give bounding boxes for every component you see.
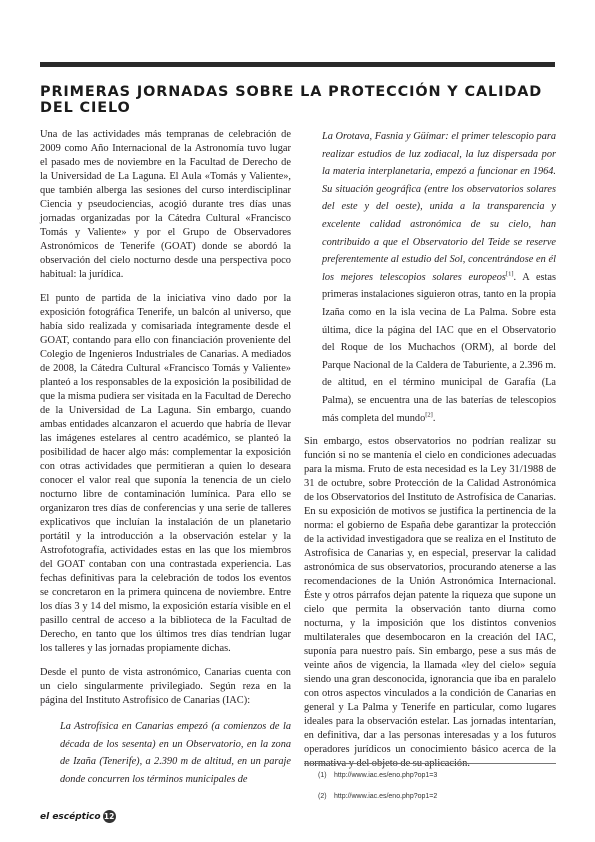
paragraph-exposition: El punto de partida de la iniciativa vino dado por la exposición fotográfica Tenerife, un balcón al universo, que había sido realizada y comisariada íntegramente desde el GOAT, contando para ello con financiación proveniente del Colegio de Ingenieros Industriales de Canarias. A mediados de 2008, la Cátedra Cultural «Francisco Tomás y Valiente» planteó a los responsables de la exposición la posibilidad de que la misma pudiera ser visitada en la Facultad de Derecho de la Universidad de La Laguna. Sin embargo, cuando ambas entidades alcanzaron el acuerdo que habría de llevar las imágenes estelares al centro académico, se planteó la posibilidad de hacer algo más: complementar la exposición con otras actividades que permitieran a quien lo deseara conocer el valor real que suponía la tenencia de un cielo nocturno libre de contaminación lumínica. Para ello se organizaron tres días de conferencias y una serie de talleres explicativos que incluían la instalación de un planetario portátil y la introducción a la observación estelar y la Astrofotografía, actividades estas en las que los miembros del GOAT contaban con una contrastada experiencia. Las fechas definitivas para la celebración de todos los eventos se concretaron en la primera quincena de noviembre. Entre los días 3 y 14 del mismo, la exposición estaría visible en el pasillo central de acceso a la biblioteca de la Facultad de Derecho, en tanto que los últimos tres días tendrían lugar los talleres y las jornadas propiamente dichas. <box>40 293 291 654</box>
footnote-ref-2: [2] <box>425 411 433 419</box>
quote-text-3: . <box>432 412 436 424</box>
footnote-rule <box>304 763 556 764</box>
page-footer <box>40 810 116 823</box>
paragraph-intro: Una de las actividades más tempranas de celebración de 2009 como Año Internacional de la Astronomía tuvo lugar el pasado mes de noviembre en la Facultad de Derecho de la Universidad de La Laguna. El Aula «Tomás y Valiente», que también alberga las sesiones del curso interdisciplinar Ciencia y pseudociencias, acogió durante tres días unas jornadas organizadas por la Cátedra Cultural «Francisco Tomás y Valiente» y por el Grupo de Observadores Astronómicos de Tenerife (GOAT) donde se abordó la observación del cielo nocturno desde una perspectiva poco habitual: la jurídica. <box>40 129 291 280</box>
quote-text-2: . A estas primeras instalaciones siguieron otras, tanto en la propia Izaña como en la isla vecina de La Palma. Sobre esta última, dice la página del IAC que en el Observatorio del Roque de los Muchachos (ORM), al borde del Parque Nacional de la Caldera de Taburiente, a 2.396 m. de altitud, en el término municipal de Garafía (La Palma), se encuentra una de las baterías de telescopios más completa del mundo <box>322 271 556 424</box>
footnote-1 <box>318 772 437 779</box>
article-title: PRIMERAS JORNADAS SOBRE LA PROTECCIÓN Y CALIDAD DEL CIELO <box>40 84 543 116</box>
footnote-ref-1: [1] <box>505 270 514 278</box>
paragraph-canarias: Desde el punto de vista astronómico, Canarias cuenta con un cielo singularmente privilegiado. Según reza en la página del Instituto Astrofísico de Canarias (IAC): <box>40 667 291 706</box>
footnote-2 <box>318 793 437 800</box>
left-column <box>40 128 291 796</box>
footnote-link[interactable]: http://www.iac.es/eno.php?op1=3 <box>333 772 438 779</box>
page-number: 12 <box>103 812 115 821</box>
footnote-link[interactable]: http://www.iac.es/eno.php?op1=2 <box>333 793 438 800</box>
quote-iac-continued <box>322 128 556 427</box>
right-column <box>304 128 556 781</box>
magazine-name: el escéptico <box>40 812 101 822</box>
quote-iac-start: La Astrofísica en Canarias empezó (a comienzos de la década de los sesenta) en un Observatorio, en la zona de Izaña (Tenerife), a 2.390 m de altitud, en un paraje donde concurren los términos municipales de <box>60 721 291 785</box>
paragraph-ley-cielo: Sin embargo, estos observatorios no podrían realizar su función si no se mantenía el cielo en condiciones adecuadas para la misma. Fruto de esta necesidad es la Ley 31/1988 de 31 de octubre, sobre Protección de la Calidad Astronómica de los Observatorios del Instituto de Astrofísica de Canarias. En su exposición de motivos se justifica la pertinencia de la norma: el gobierno de España debe garantizar la protección de la actividad investigadora que se realiza en el Instituto de Astrofísica de Canarias y, en especial, preservar la calidad astronómica de sus observatorios, procurando atenerse a las recomendaciones de la Unión Astronómica Internacional. Éste y otros párrafos dejan patente la riqueza que supone un cielo que permita la observación tanto diurna como nocturna, y la imposición que los distintos convenios multilaterales que desembocaron en la creación del IAC, suponía para nuestro país. Sin embargo, pese a sus más de veinte años de vigencia, la llamada «ley del cielo» seguía siendo una gran desconocida, ignorancia que iba en paralelo con otros aspectos vinculados a la condición de Canarias en general y La Palma y Tenerife en particular, como lugares ideales para la observación estelar. Las jornadas intentarían, en definitiva, dar a las personas interesadas y a los futuros operadores jurídicos un conocimiento básico acerca de la normativa y del objeto de su aplicación. <box>304 436 556 770</box>
footnote-number: (2) <box>318 793 327 800</box>
quote-text-1: La Orotava, Fasnia y Güímar: el primer telescopio para realizar estudios de luz zodiacal, la luz dispersada por la materia interplanetaria, empezó a funcionar en 1964. Su situación geográfica (entre los observatorios solares del este y del oeste), unida a la transparencia y excelente calidad astronómica de su cielo, han contribuido a que el Observatorio del Teide se reserve preferentemente al estudio del Sol, concentrándose en él los mejores telescopios solares europeos <box>322 131 556 283</box>
header-rule <box>40 62 555 67</box>
footnote-number: (1) <box>318 772 327 779</box>
